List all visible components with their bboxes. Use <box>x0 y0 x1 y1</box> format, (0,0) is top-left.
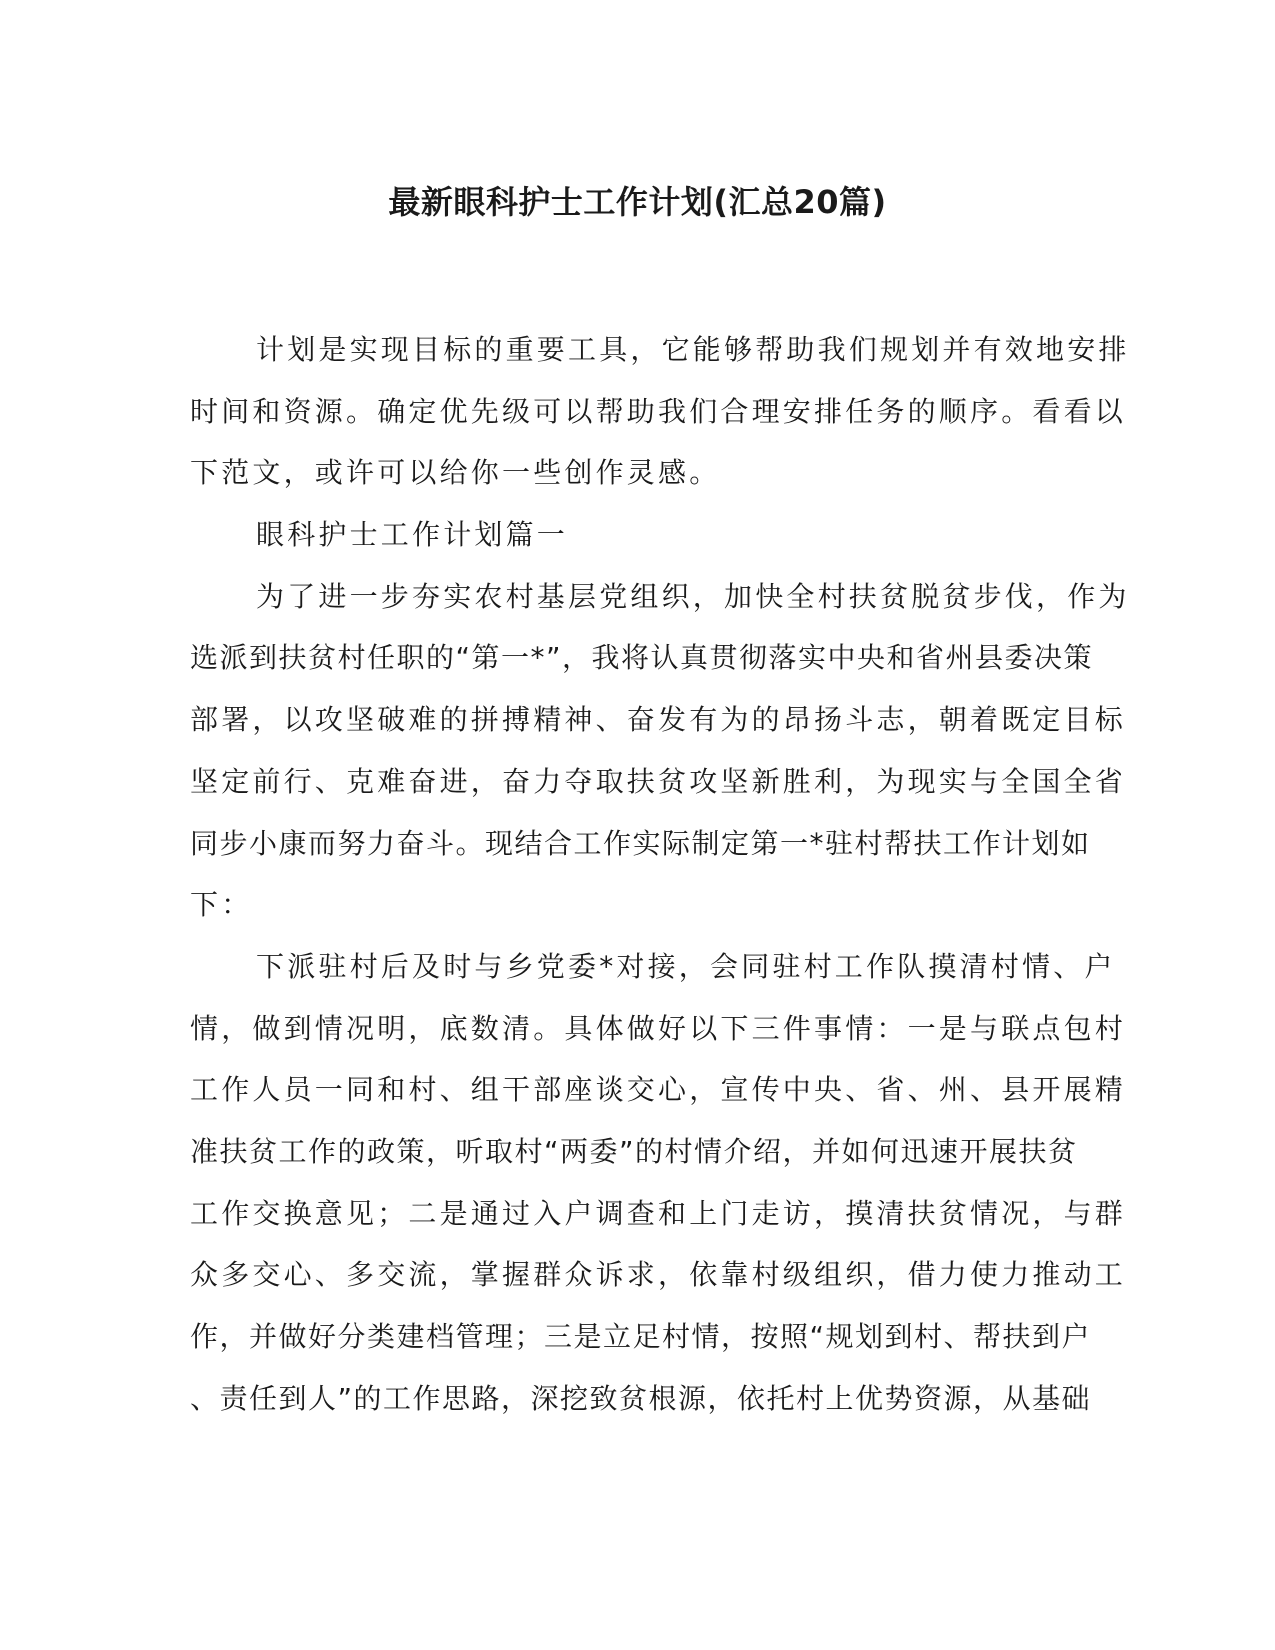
body-line: 时间和资源。确定优先级可以帮助我们合理安排任务的顺序。看看以 <box>190 394 1127 428</box>
body-line: 工作人员一同和村、组干部座谈交心，宣传中央、省、州、县开展精 <box>190 1073 1127 1107</box>
body-line: 下派驻村后及时与乡党委*对接，会同驻村工作队摸清村情、户 <box>256 949 1116 983</box>
body-line: 下范文，或许可以给你一些创作灵感。 <box>190 456 721 490</box>
body-line: 下： <box>190 888 253 922</box>
body-line: 工作交换意见；二是通过入户调查和上门走访，摸清扶贫情况，与群 <box>190 1196 1127 1230</box>
document-title: 最新眼科护士工作计划(汇总20篇) <box>388 183 887 221</box>
body-line: 同步小康而努力奋斗。现结合工作实际制定第一*驻村帮扶工作计划如 <box>190 826 1091 860</box>
section-heading: 眼科护士工作计划篇一 <box>256 518 569 552</box>
body-line: 众多交心、多交流，掌握群众诉求，依靠村级组织，借力使力推动工 <box>190 1258 1127 1292</box>
body-line: 部署，以攻坚破难的拼搏精神、奋发有为的昂扬斗志，朝着既定目标 <box>190 703 1127 737</box>
body-line: 准扶贫工作的政策，听取村“两委”的村情介绍，并如何迅速开展扶贫 <box>190 1134 1078 1168</box>
body-line: 作，并做好分类建档管理；三是立足村情，按照“规划到村、帮扶到户 <box>190 1320 1092 1353</box>
document-body <box>190 328 1130 1438</box>
body-line: 选派到扶贫村任职的“第一*”，我将认真贯彻落实中央和省州县委决策 <box>190 641 1094 675</box>
body-line: 计划是实现目标的重要工具，它能够帮助我们规划并有效地安排 <box>256 333 1130 366</box>
body-line: 情，做到情况明，底数清。具体做好以下三件事情：一是与联点包村 <box>190 1011 1127 1045</box>
body-line: 坚定前行、克难奋进，奋力夺取扶贫攻坚新胜利，为现实与全国全省 <box>190 764 1127 798</box>
body-line: 为了进一步夯实农村基层党组织，加快全村扶贫脱贫步伐，作为 <box>256 579 1130 613</box>
body-line: 、责任到人”的工作思路，深挖致贫根源，依托村上优势资源，从基础 <box>190 1381 1092 1415</box>
